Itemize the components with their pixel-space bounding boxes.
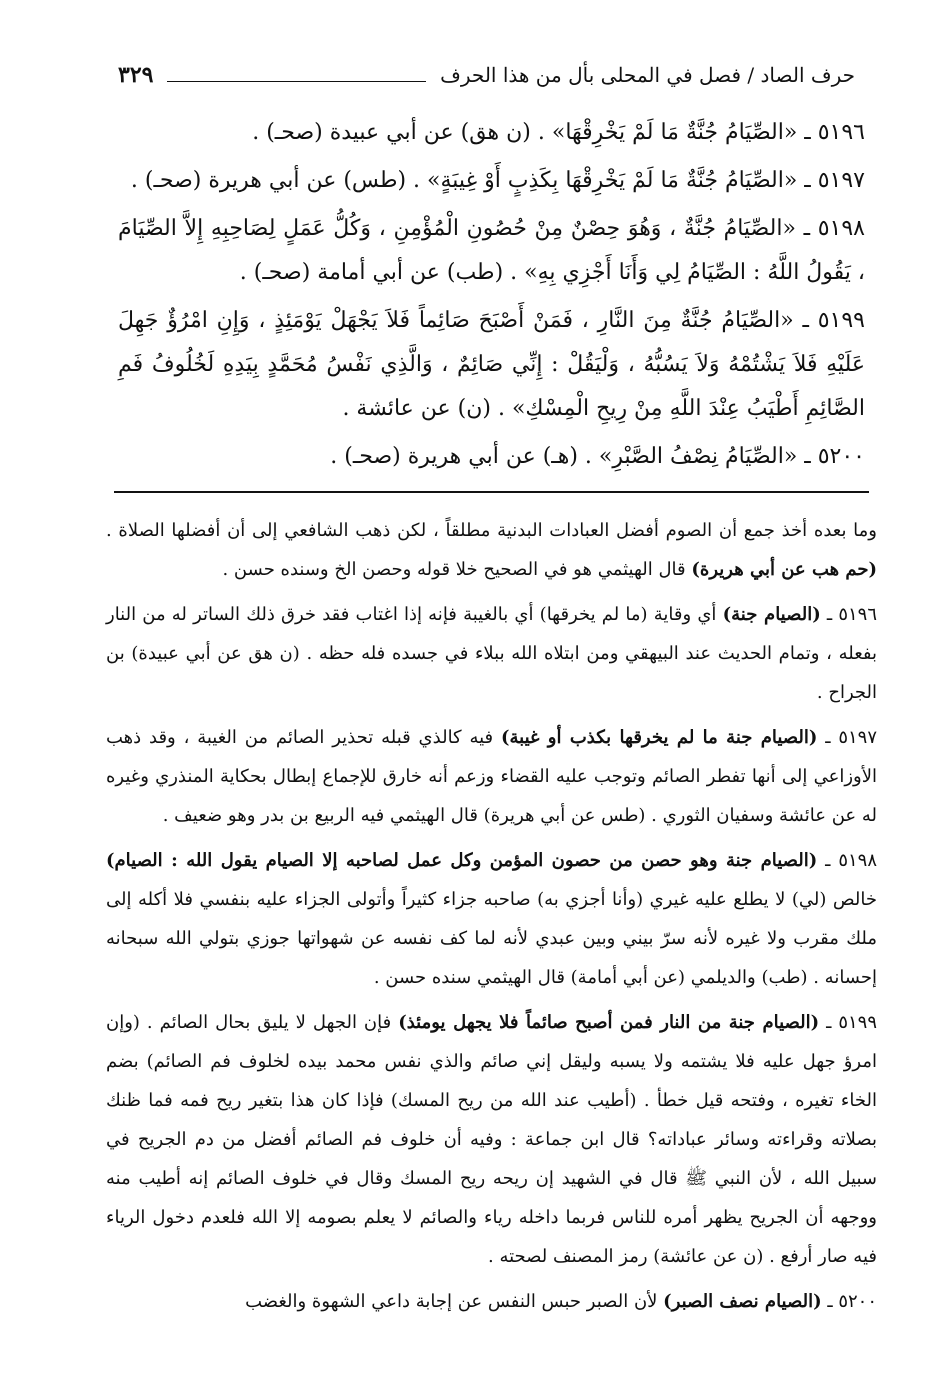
commentary-5199	[106, 1003, 877, 1276]
commentary-number: ٥١٩٧ ـ	[817, 727, 878, 748]
hadith-5197: ٥١٩٧ ـ «الصِّيَامُ جُنَّةٌ مَا لَمْ يَخْرِقْهَا بِكَذِبٍ أَوْ غِيبَةٍ» . (طس) عن أبي هريرة (صحـ) .	[130, 168, 865, 193]
commentary-number: ٥١٩٩ ـ	[819, 1012, 878, 1033]
commentary-text: خالص (لي) لا يطلع عليه غيري (وأنا أجزي به) صاحبه جزاء كثيراً وأتولى الجزاء عليه بنفسي فلا أكله إلى ملك مقرب ولا غيره لأنه سرّ بيني وبين عبدي لأنه لما كف نفسه عن شهواتها جوزي بتولي الله سبحانه إحسانه . (طب) والديلمي (عن أبي أمامة) قال الهيثمي سنده حسن .	[106, 889, 877, 988]
hadith-5196: ٥١٩٦ ـ «الصِّيَامُ جُنَّةٌ مَا لَمْ يَخْرِقْهَا» . (ن هق) عن أبي عبيدة (صحـ) .	[252, 120, 865, 145]
hadith-5198: ٥١٩٨ ـ «الصِّيَامُ جُنَّةٌ ، وَهُوَ حِصْنٌ مِنْ حُصُونِ الْمُؤْمِنِ ، وَكُلُّ عَمَلٍ لِصَاحِبِهِ إِلاَّ الصِّيَامَ ، يَقُولُ اللَّهُ : الصِّيَامُ لِي وَأَنَا أَجْزِي بِهِ» . (طب) عن أبي أمامة (صحـ) .	[118, 216, 865, 285]
commentary-5198	[106, 841, 877, 997]
commentary-5200	[106, 1282, 877, 1321]
commentary-text: فإن الجهل لا يليق بحال الصائم . (وإن امرؤ جهل عليه فلا يشتمه ولا يسبه وليقل إني صائم والذي نفس محمد بيده لخلوف فم الصائم) بضم الخاء تغيره ، وفتحه قيل خطأ . (أطيب عند الله من ريح المسك) فإذا كان هذا بتغير ريح فمه فما ظنك بصلاته وقراءته وسائر عباداته؟ قال ابن جماعة : وفيه أن خلوف فم الصائم أفضل من دم الجريح في سبيل الله ، لأن النبي ﷺ قال في الشهيد إن ريحه ريح المسك وقال في خلوف الصائم إنه أطيب منه ووجهه أن الجريح يظهر أمره للناس فربما داخله رياء والصائم لا يعلم بصومه إلا الله فلعدم دخول الرياء فيه صار أرفع . (ن عن عائشة) رمز المصنف لصحته .	[106, 1012, 877, 1267]
header-title: حرف الصاد / فصل في المحلى بأل من هذا الحرف	[440, 63, 855, 87]
commentary-number: ٥٢٠٠ ـ	[821, 1291, 877, 1312]
commentary-bold: (حم هب عن أبي هريرة)	[691, 559, 877, 580]
hadith-5200: ٥٢٠٠ ـ «الصِّيَامُ نِصْفُ الصَّبْرِ» . (هـ) عن أبي هريرة (صحـ) .	[330, 444, 865, 469]
commentary-bold: (الصيام جنة من النار فمن أصبح صائماً فلا يجهل يومئذ)	[398, 1012, 820, 1033]
commentary-number: ٥١٩٦ ـ	[820, 604, 877, 625]
commentary-text: وما بعده أخذ جمع أن الصوم أفضل العبادات البدنية مطلقاً ، لكن ذهب الشافعي إلى أن أفضلها الصلاة .	[106, 520, 877, 541]
section-divider	[114, 491, 869, 493]
commentary-bold: (الصيام نصف الصبر)	[663, 1291, 822, 1312]
page-number: ٣٢٩	[118, 62, 154, 88]
header-rule	[167, 81, 426, 82]
commentary-text: قال الهيثمي هو في الصحيح خلا قوله وحصن الخ وسنده حسن .	[222, 559, 692, 580]
hadith-5199: ٥١٩٩ ـ «الصِّيَامُ جُنَّةٌ مِنَ النَّارِ ، فَمَنْ أَصْبَحَ صَائِماً فَلاَ يَجْهَلْ يَوْمَئِذٍ ، وَإِنِ امْرُؤٌ جَهِلَ عَلَيْهِ فَلاَ يَشْتُمْهُ وَلاَ يَسُبُّهُ ، وَلْيَقُلْ : إِنِّي صَائِمٌ ، وَالَّذِي نَفْسُ مُحَمَّدٍ بِيَدِهِ لَخُلُوفُ فَمِ الصَّائِمِ أَطْيَبُ عِنْدَ اللَّهِ مِنْ رِيحِ الْمِسْكِ» . (ن) عن عائشة .	[118, 308, 865, 421]
commentary-bold: (الصيام جنة وهو حصن من حصون المؤمن وكل عمل لصاحبه إلا الصيام يقول الله : الصيام)	[106, 850, 818, 871]
commentary-intro	[106, 511, 877, 589]
commentary-text: فيه كالذي قبله تحذير الصائم من الغيبة ، وقد ذهب الأوزاعي إلى أنها تفطر الصائم وتوجب عليه القضاء وزعم أنه خارق للإجماع إبطال بحكاية المنذري وغيره له عن عائشة وسفيان الثوري . (طس عن أبي هريرة) قال الهيثمي فيه الربيع بن بدر وهو ضعيف .	[106, 727, 877, 826]
commentary-text: أي وقاية (ما لم يخرقها) أي بالغيبة فإنه إذا اغتاب فقد خرق ذلك الساتر له من النار بفعله ، وتمام الحديث عند البيهقي ومن ابتلاه الله ببلاء في جسده فله حظه . (ن هق عن أبي عبيدة) بن الجراح .	[106, 604, 877, 703]
commentary-text: لأن الصبر حبس النفس عن إجابة داعي الشهوة والغضب	[245, 1291, 664, 1312]
commentary-5196	[106, 595, 877, 712]
commentary-bold: (الصيام جنة)	[722, 604, 821, 625]
commentary-5197	[106, 718, 877, 835]
running-header	[118, 55, 855, 95]
commentary-bold: (الصيام جنة ما لم يخرقها بكذب أو غيبة)	[500, 727, 818, 748]
commentary-number: ٥١٩٨ ـ	[817, 850, 878, 871]
